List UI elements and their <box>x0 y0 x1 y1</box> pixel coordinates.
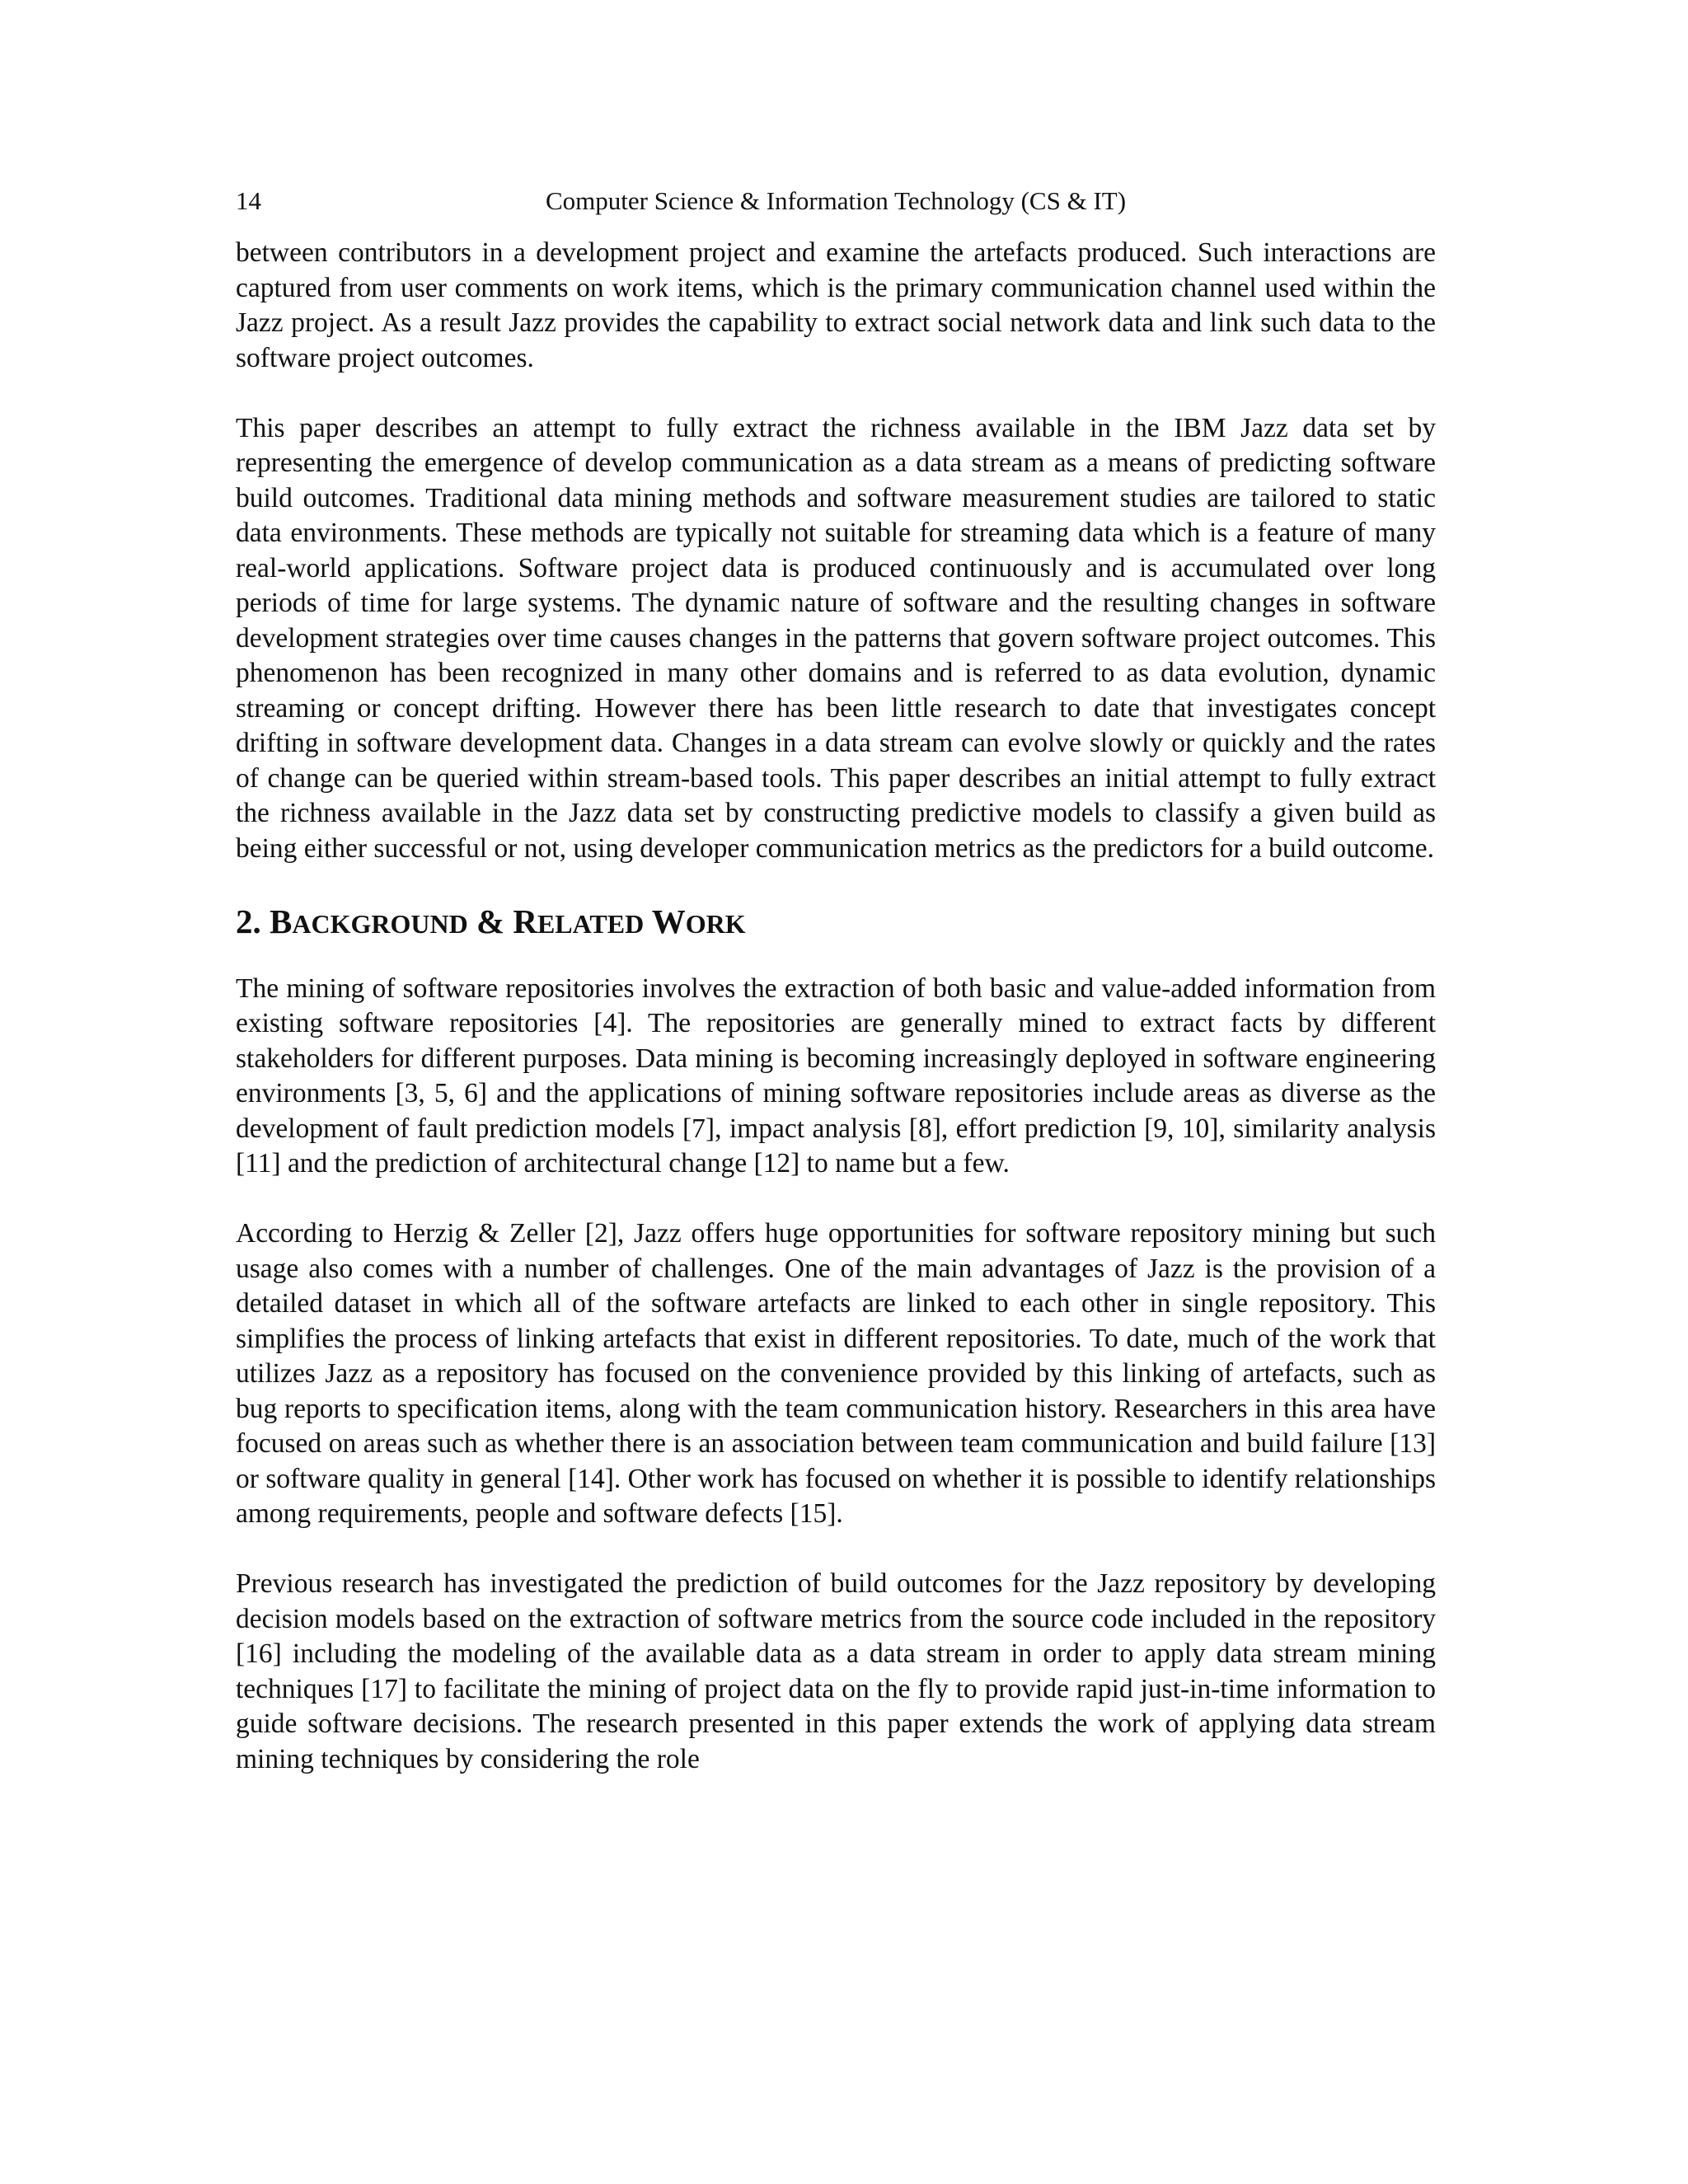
paper-page <box>236 183 1436 1812</box>
heading-ampersand: & <box>476 902 505 940</box>
section-heading-background <box>236 902 1436 944</box>
paragraph-previous-research: Previous research has investigated the prediction of build outcomes for the Jazz repository by developing decision models based on the extraction of software metrics from the source code included in the repository [16] including the modeling of the available data as a data stream in order to apply data stream mining techniques [17] to facilitate the mining of project data on the fly to provide rapid just-in-time information to guide software decisions. The research presented in this paper extends the work of applying data stream mining techniques by considering the role <box>236 1568 1436 1774</box>
paragraph-intro-continued: between contributors in a development project and examine the artefacts produced. Such interactions are captured from user comments on work items, which is the primary communication channel used within the Jazz project. As a result Jazz provides the capability to extract social network data and link such data to the software project outcomes. <box>236 237 1436 373</box>
heading-word-background: BACKGROUND <box>270 902 468 940</box>
running-header <box>236 183 1436 219</box>
paragraph-mining-repositories: The mining of software repositories involves the extraction of both basic and value-added information from existing software repositories [4]. The repositories are generally mined to extract facts by different stakeholders for different purposes. Data mining is becoming increasingly deployed in software engineering environments [3, 5, 6] and the applications of mining software repositories include areas as diverse as the development of fault prediction models [7], impact analysis [8], effort prediction [9, 10], similarity analysis [11] and the prediction of architectural change [12] to name but a few. <box>236 972 1436 1179</box>
paragraph-herzig-zeller: According to Herzig & Zeller [2], Jazz offers huge opportunities for software repository mining but such usage also comes with a number of challenges. One of the main advantages of Jazz is the provision of a detailed dataset in which all of the software artefacts are linked to each other in single repository. This simplifies the process of linking artefacts that exist in different repositories. To date, much of the work that utilizes Jazz as a repository has focused on the convenience provided by this linking of artefacts, such as bug reports to specification items, along with the team communication history. Researchers in this area have focused on areas such as whether there is an association between team communication and build failure [13] or software quality in general [14]. Other work has focused on whether it is possible to identify relationships among requirements, people and software defects [15]. <box>236 1218 1436 1529</box>
journal-title: Computer Science & Information Technology (CS & IT) <box>545 186 1127 215</box>
paragraph-ibm-jazz-streaming: This paper describes an attempt to fully extract the richness available in the IBM Jazz data set by representing the emergence of develop communication as a data stream as a means of predicting software build outcomes. Traditional data mining methods and software measurement studies are tailored to static data environments. These methods are typically not suitable for streaming data which is a feature of many real-world applications. Software project data is produced continuously and is accumulated over long periods of time for large systems. The dynamic nature of software and the resulting changes in software development strategies over time causes changes in the patterns that govern software project outcomes. This phenomenon has been recognized in many other domains and is referred to as data evolution, dynamic streaming or concept drifting. However there has been little research to date that investigates concept drifting in software development data. Changes in a data stream can evolve slowly or quickly and the rates of change can be queried within stream-based tools. This paper describes an initial attempt to fully extract the richness available in the Jazz data set by constructing predictive models to classify a given build as being either successful or not, using developer communication metrics as the predictors for a build outcome. <box>236 412 1436 864</box>
section-number: 2. <box>236 902 261 940</box>
heading-word-related: RELATED <box>513 902 645 940</box>
page-number: 14 <box>236 186 261 215</box>
heading-word-work: WORK <box>651 902 746 940</box>
